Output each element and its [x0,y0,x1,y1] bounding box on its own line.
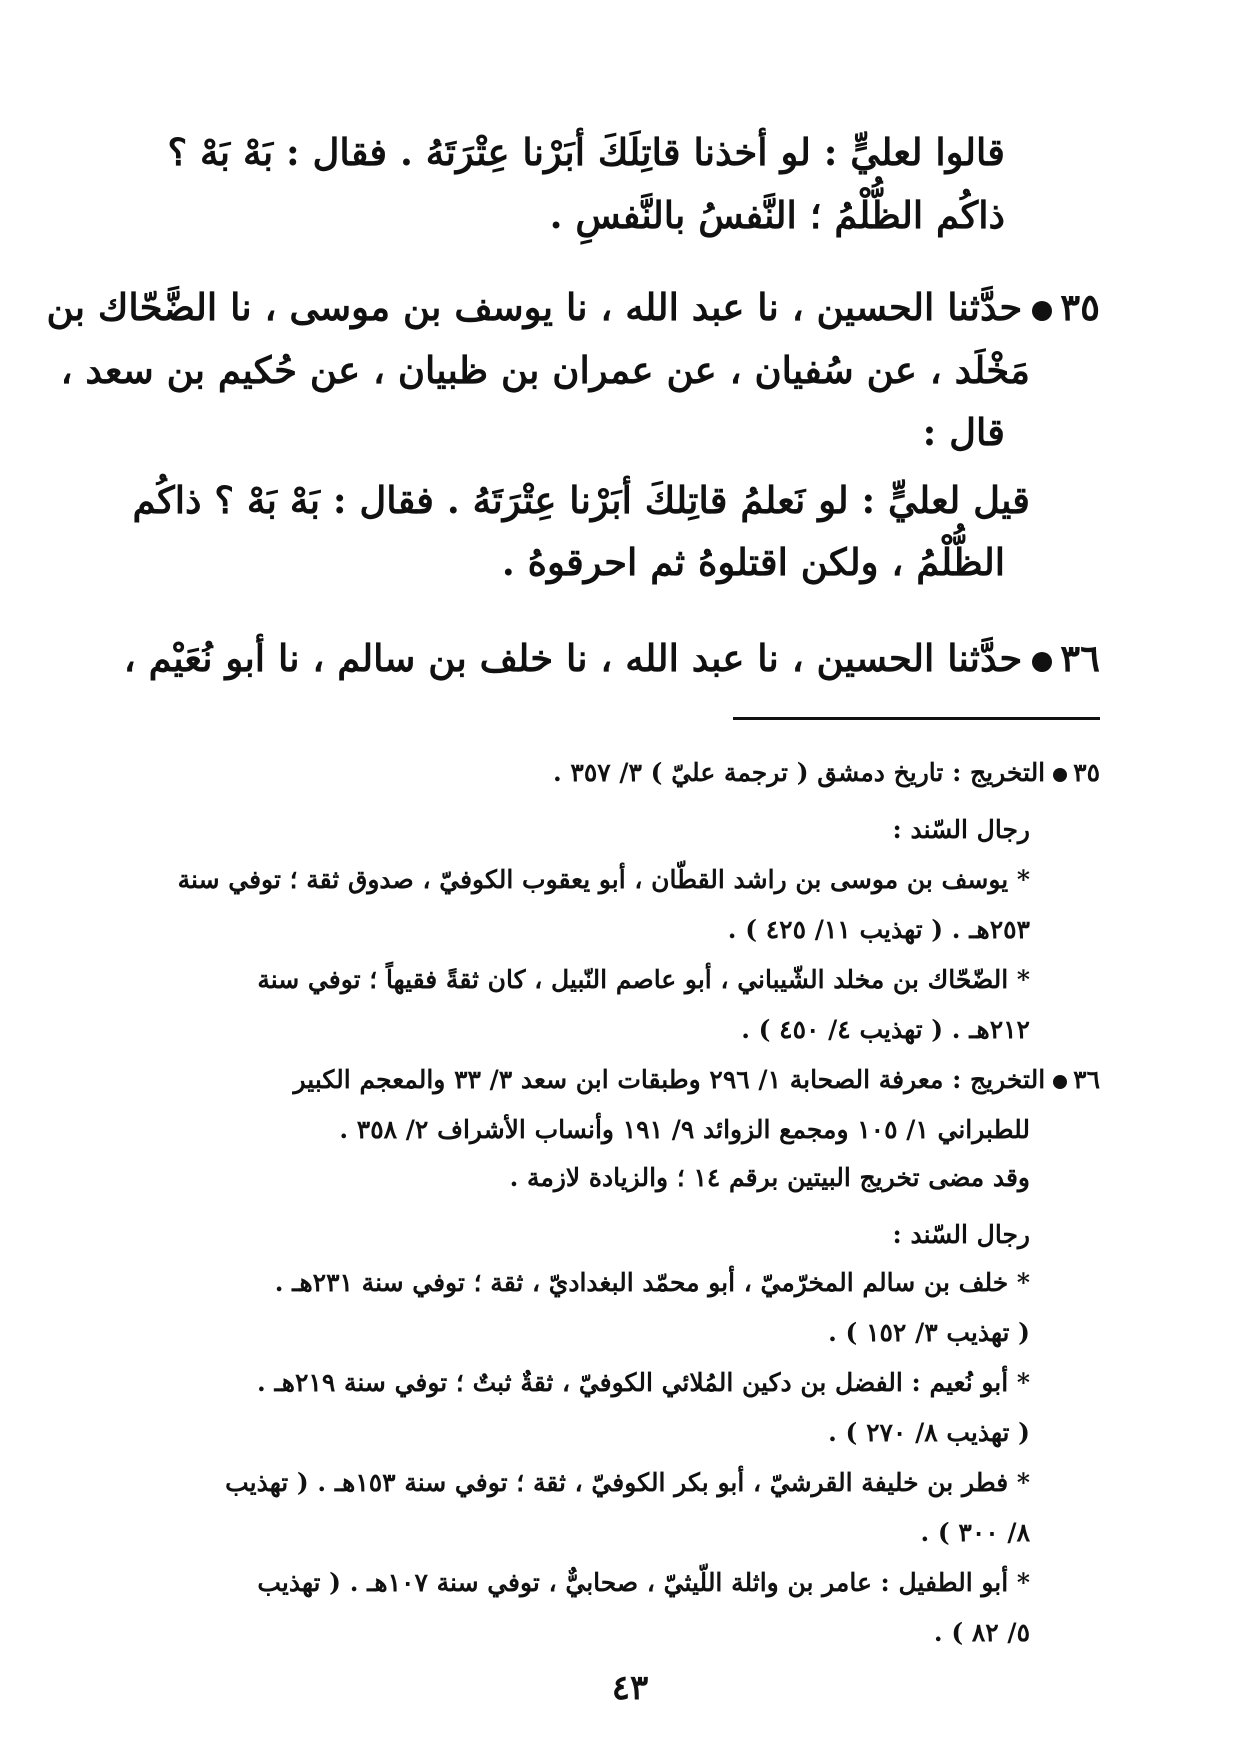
fn35-rijal-heading: رجال السّند : [892,815,1030,844]
quote1-line2: ذاكُم الظُّلْمُ ؛ النَّفسُ بالنَّفسِ . [549,193,1005,237]
fn36-rijal-heading: رجال السّند : [892,1220,1030,1249]
entry35-line2: مَخْلَد ، عن سُفيان ، عن عمران بن ظبيان ، عن حُكيم بن سعد ، [60,348,1030,392]
bullet-icon [1053,768,1067,782]
fn36-takhrij-text1: التخريج : معرفة الصحابة ١/ ٢٩٦ وطبقات ابن سعد ٣/ ٣٣ والمعجم الكبير [293,1065,1046,1094]
bullet-icon [1032,652,1052,672]
fn35-narrator2-line2: ٢١٢هـ . ( تهذيب ٤/ ٤٥٠ ) . [741,1015,1030,1044]
fn36-narrator4-line1: * أبو الطفيل : عامر بن واثلة اللّيثيّ ، صحابيٌّ ، توفي سنة ١٠٧هـ . ( تهذيب [257,1568,1030,1597]
quote2-line1: قيل لعليٍّ : لو نَعلمُ قاتِلكَ أبَرْنا عِتْرَتَهُ . فقال : بَهْ بَهْ ؟ ذاكُم [132,478,1030,522]
fn36-takhrij-line3: وقد مضى تخريج البيتين برقم ١٤ ؛ والزيادة لازمة . [509,1163,1030,1192]
fn36-narrator2-line2: ( تهذيب ٨/ ٢٧٠ ) . [828,1418,1030,1447]
fn35-narrator1-line2: ٢٥٣هـ . ( تهذيب ١١/ ٤٢٥ ) . [727,915,1030,944]
fn35-narrator2-line1: * الضّحّاك بن مخلد الشّيباني ، أبو عاصم النّبيل ، كان ثقةً فقيهاً ؛ توفي سنة [257,965,1030,994]
entry35-number: ٣٥ [1060,285,1100,329]
entry35-text1: حدَّثنا الحسين ، نا عبد الله ، نا يوسف بن موسى ، نا الضَّحّاك بن [46,285,1023,329]
fn35-takhrij [553,758,1100,787]
fn36-takhrij-line2: للطبراني ١/ ١٠٥ ومجمع الزوائد ٩/ ١٩١ وأنساب الأشراف ٢/ ٣٥٨ . [339,1115,1030,1144]
entry35-line3: قال : [922,410,1005,454]
fn36-narrator2-line1: * أبو نُعيم : الفضل بن دكين المُلائي الكوفيّ ، ثقةٌ ثبتٌ ؛ توفي سنة ٢١٩هـ . [257,1368,1030,1397]
entry36-line1 [124,636,1100,680]
fn36-narrator1-line1: * خلف بن سالم المخرّميّ ، أبو محمّد البغداديّ ، ثقة ؛ توفي سنة ٢٣١هـ . [274,1268,1030,1297]
page-number: ٤٣ [611,1668,649,1708]
fn35-takhrij-text: التخريج : تاريخ دمشق ( ترجمة عليّ ) ٣/ ٣٥٧ . [552,758,1046,787]
fn36-narrator3-line2: ٨/ ٣٠٠ ) . [920,1518,1030,1547]
bullet-icon [1053,1075,1067,1089]
entry36-number: ٣٦ [1060,636,1100,680]
quote2-line2: الظُّلْمُ ، ولكن اقتلوهُ ثم احرقوهُ . [501,540,1005,584]
bullet-icon [1032,301,1052,321]
fn36-narrator1-line2: ( تهذيب ٣/ ١٥٢ ) . [828,1318,1030,1347]
fn36-narrator4-line2: ٥/ ٨٢ ) . [933,1618,1030,1647]
entry36-text1: حدَّثنا الحسين ، نا عبد الله ، نا خلف بن سالم ، نا أبو نُعَيْم ، [123,636,1023,680]
fn36-number: ٣٦ [1073,1065,1100,1094]
footnote-separator [733,717,1100,720]
fn36-narrator3-line1: * فطر بن خليفة القرشيّ ، أبو بكر الكوفيّ ، ثقة ؛ توفي سنة ١٥٣هـ . ( تهذيب [225,1468,1030,1497]
fn35-number: ٣٥ [1073,758,1100,787]
fn35-narrator1-line1: * يوسف بن موسى بن راشد القطّان ، أبو يعقوب الكوفيّ ، صدوق ثقة ؛ توفي سنة [177,865,1030,894]
fn36-takhrij-line1 [293,1065,1100,1094]
quote1-line1: قالوا لعليٍّ : لو أخذنا قاتِلَكَ أبَرْنا عِتْرَتَهُ . فقال : بَهْ بَهْ ؟ [167,130,1005,174]
entry35-line1 [47,285,1100,329]
